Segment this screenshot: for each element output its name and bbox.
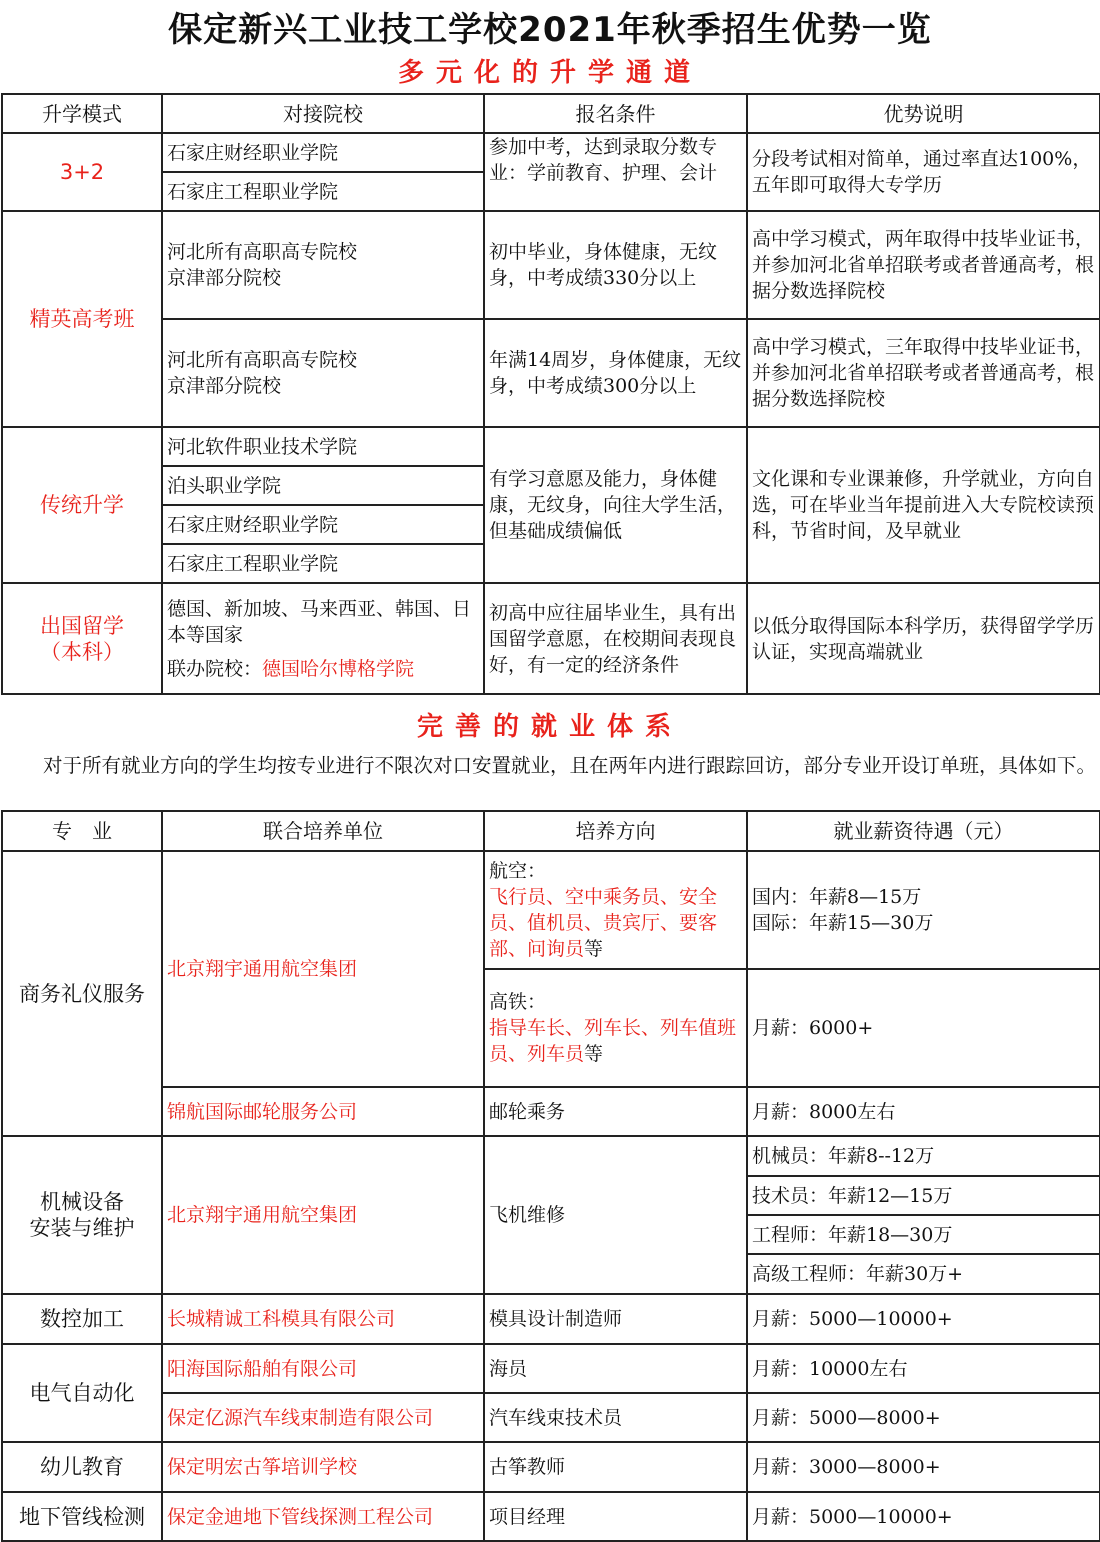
mode-line: 出国留学: [40, 613, 124, 638]
direction-cell: [484, 969, 747, 1087]
direction-cell: 模具设计制造师: [484, 1294, 747, 1344]
partner-label: 联办院校：: [167, 657, 263, 680]
school-line: 河北所有高职高专院校: [167, 349, 358, 371]
school-cell: [162, 583, 484, 694]
salary-cell: 月薪：6000+: [747, 969, 1100, 1087]
condition-cell: 年满14周岁，身体健康，无纹身，中考成绩300分以上: [484, 319, 747, 427]
school-cell: 石家庄工程职业学院: [162, 544, 484, 583]
school-cell: 石家庄财经职业学院: [162, 505, 484, 544]
advantage-cell: 高中学习模式，三年取得中技毕业证书，并参加河北省单招联考或者普通高考，根据分数选择院校: [747, 319, 1100, 427]
salary-cell: 月薪：10000左右: [747, 1344, 1100, 1393]
direction-cell: 飞机维修: [484, 1136, 747, 1294]
header-mode: 升学模式: [2, 94, 162, 133]
salary-line: 国内：年薪8—15万: [752, 886, 922, 908]
section-title-employment: 完善的就业体系: [416, 712, 683, 742]
major-pipeline: 地下管线检测: [2, 1492, 162, 1541]
direction-cell: 邮轮乘务: [484, 1087, 747, 1136]
direction-label: 航空：: [489, 860, 547, 882]
jobs-suffix: 等: [584, 1043, 604, 1065]
salary-cell: 月薪：5000—10000+: [747, 1294, 1100, 1344]
school-cell: [162, 319, 484, 427]
header-major: 专 业: [2, 811, 162, 851]
advantage-cell: 分段考试相对简单，通过率直达100%，五年即可取得大专学历: [747, 133, 1100, 211]
countries-text: 德国、新加坡、马来西亚、韩国、日本等国家: [167, 597, 472, 646]
header-partner-unit: 联合培养单位: [162, 811, 484, 851]
school-line: 京津部分院校: [167, 267, 282, 289]
pathways-table: [1, 93, 1100, 695]
advantage-cell: 以低分取得国际本科学历，获得留学学历认证，实现高端就业: [747, 583, 1100, 694]
school-cell: 河北软件职业技术学院: [162, 427, 484, 466]
major-electrical: 电气自动化: [2, 1344, 162, 1442]
unit-cell: 保定明宏古筝培训学校: [162, 1442, 484, 1492]
header-condition: 报名条件: [484, 94, 747, 133]
employment-intro: 对于所有就业方向的学生均按专业进行不限次对口安置就业，且在两年内进行跟踪回访，部分专业开设订单班，具体如下。: [43, 754, 1097, 777]
school-cell: 石家庄工程职业学院: [162, 172, 484, 211]
direction-cell: 汽车线束技术员: [484, 1393, 747, 1442]
direction-label: 高铁：: [489, 991, 547, 1013]
unit-cell: 锦航国际邮轮服务公司: [162, 1087, 484, 1136]
mode-elite-exam: 精英高考班: [2, 211, 162, 427]
major-preschool: 幼儿教育: [2, 1442, 162, 1492]
mode-line: （本科）: [40, 639, 124, 664]
advantage-cell: 文化课和专业课兼修，升学就业，方向自选，可在毕业当年提前进入大专院校读预科，节省时间，及早就业: [747, 427, 1100, 583]
major-cnc: 数控加工: [2, 1294, 162, 1344]
header-school: 对接院校: [162, 94, 484, 133]
rail-jobs: 指导车长、列车长、列车值班员、列车员: [489, 1017, 737, 1065]
salary-cell: 机械员：年薪8--12万: [747, 1136, 1100, 1176]
condition-cell: 初中毕业，身体健康，无纹身，中考成绩330分以上: [484, 211, 747, 319]
header-direction: 培养方向: [484, 811, 747, 851]
salary-cell: 月薪：5000—10000+: [747, 1492, 1100, 1541]
direction-cell: [484, 851, 747, 969]
major-line: 安装与维护: [29, 1216, 135, 1240]
direction-cell: 古筝教师: [484, 1442, 747, 1492]
school-line: 京津部分院校: [167, 375, 282, 397]
unit-cell: 保定亿源汽车线束制造有限公司: [162, 1393, 484, 1442]
direction-cell: 海员: [484, 1344, 747, 1393]
major-mechanical: [2, 1136, 162, 1294]
unit-cell: 北京翔宇通用航空集团: [162, 1136, 484, 1294]
school-line: 河北所有高职高专院校: [167, 241, 358, 263]
salary-cell: 技术员：年薪12—15万: [747, 1176, 1100, 1215]
jobs-suffix: 等: [584, 938, 604, 960]
condition-cell: 参加中考，达到录取分数专业：学前教育、护理、会计: [484, 133, 747, 211]
salary-cell: [747, 851, 1100, 969]
major-line: 机械设备: [40, 1190, 124, 1214]
unit-cell: 阳海国际船舶有限公司: [162, 1344, 484, 1393]
major-business-etiquette: 商务礼仪服务: [2, 851, 162, 1136]
school-cell: 泊头职业学院: [162, 466, 484, 505]
partner-school-name: 德国哈尔博格学院: [262, 657, 415, 680]
salary-line: 国际：年薪15—30万: [752, 912, 934, 934]
condition-cell: 初高中应往届毕业生，具有出国留学意愿，在校期间表现良好，有一定的经济条件: [484, 583, 747, 694]
school-cell: 石家庄财经职业学院: [162, 133, 484, 172]
header-advantage: 优势说明: [747, 94, 1100, 133]
mode-3plus2: 3+2: [2, 133, 162, 211]
salary-cell: 月薪：5000—8000+: [747, 1393, 1100, 1442]
school-cell: [162, 211, 484, 319]
unit-cell: 保定金迪地下管线探测工程公司: [162, 1492, 484, 1541]
salary-cell: 高级工程师：年薪30万+: [747, 1254, 1100, 1294]
mode-traditional: 传统升学: [2, 427, 162, 583]
direction-cell: 项目经理: [484, 1492, 747, 1541]
unit-cell: 北京翔宇通用航空集团: [162, 851, 484, 1087]
mode-study-abroad: [2, 583, 162, 694]
salary-cell: 工程师：年薪18—30万: [747, 1215, 1100, 1254]
salary-cell: 月薪：8000左右: [747, 1087, 1100, 1136]
salary-cell: 月薪：3000—8000+: [747, 1442, 1100, 1492]
condition-cell: 有学习意愿及能力，身体健康，无纹身，向往大学生活，但基础成绩偏低: [484, 427, 747, 583]
advantage-cell: 高中学习模式，两年取得中技毕业证书，并参加河北省单招联考或者普通高考，根据分数选择院校: [747, 211, 1100, 319]
aviation-jobs: 飞行员、空中乘务员、安全员、值机员、贵宾厅、要客部、问询员: [489, 886, 718, 960]
employment-table: [1, 810, 1100, 1542]
header-salary: 就业薪资待遇（元）: [747, 811, 1100, 851]
section-title-pathways: 多元化的升学通道: [397, 58, 702, 88]
page-title: 保定新兴工业技工学校2021年秋季招生优势一览: [168, 10, 932, 50]
unit-cell: 长城精诚工科模具有限公司: [162, 1294, 484, 1344]
